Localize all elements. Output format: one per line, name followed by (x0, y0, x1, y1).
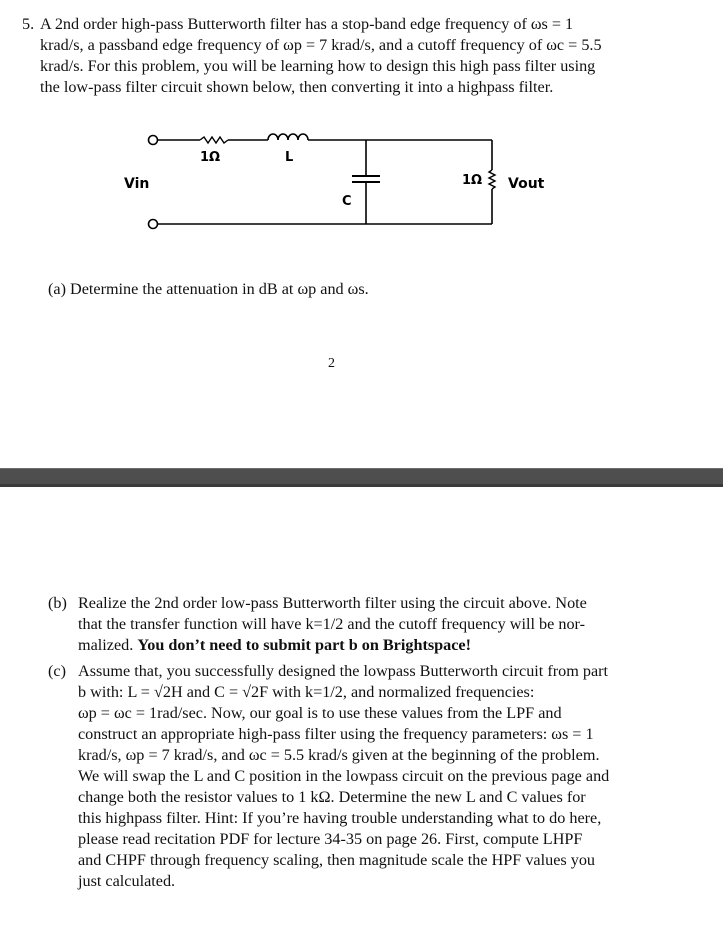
part-c-line-4: construct an appropriate high-pass filter using the frequency parameters: ωs = 1 (78, 725, 594, 743)
part-b-line-2: that the transfer function will have k=1/2 and the cutoff frequency will be nor- (78, 615, 586, 633)
part-c-line-1: Assume that, you successfully designed the lowpass Butterworth circuit from part (78, 662, 609, 680)
part-b-line-1: Realize the 2nd order low-pass Butterworth filter using the circuit above. Note (78, 594, 587, 612)
part-c-line-2: b with: L = √2H and C = √2F with k=1/2, and normalized frequencies: (78, 683, 535, 701)
problem-statement (22, 14, 692, 98)
part-a (48, 280, 369, 299)
input-voltage-label: Vin (124, 176, 150, 192)
part-a-text: Determine the attenuation in dB at ωp and ωs. (70, 280, 369, 298)
part-a-label: (a) (48, 280, 66, 298)
page-number: 2 (328, 356, 335, 371)
part-c-line-8: this highpass filter. Hint: If you’re having trouble understanding what to do here, (78, 809, 602, 827)
part-c-line-11: just calculated. (78, 872, 176, 890)
load-resistor-label: 1Ω (462, 173, 483, 188)
part-c (48, 661, 670, 892)
capacitor-label: C (342, 194, 352, 209)
series-resistor (200, 137, 228, 143)
problem-line-2: krad/s, a passband edge frequency of ωp = 7 krad/s, and a cutoff frequency of ωc = 5.5 (40, 36, 602, 54)
part-c-label: (c) (48, 662, 66, 680)
part-c-line-5: krad/s, ωp = 7 krad/s, and ωc = 5.5 krad/s given at the beginning of the problem. (78, 746, 600, 764)
part-b-label: (b) (48, 594, 67, 612)
problem-number: 5. (22, 15, 35, 33)
part-c-line-9: please read recitation PDF for lecture 34-35 on page 26. First, compute LHPF (78, 830, 583, 848)
part-b (48, 593, 670, 656)
input-terminal-top (149, 136, 158, 145)
problem-line-1: A 2nd order high-pass Butterworth filter has a stop-band edge frequency of ωs = 1 (40, 15, 574, 33)
series-inductor (268, 134, 308, 140)
page-break-divider (0, 468, 723, 487)
part-c-line-10: and CHPF through frequency scaling, then magnitude scale the HPF values you (78, 851, 596, 869)
output-voltage-label: Vout (508, 176, 545, 192)
part-c-line-6: We will swap the L and C position in the lowpass circuit on the previous page and (78, 767, 610, 785)
part-b-bold-note: You don’t need to submit part b on Brightspace! (137, 636, 472, 654)
problem-line-4: the low-pass filter circuit shown below, then converting it into a highpass filter. (40, 78, 554, 96)
resistor-label: 1Ω (200, 150, 221, 165)
load-resistor (489, 170, 495, 189)
problem-line-3: krad/s. For this problem, you will be learning how to design this high pass filter using (40, 57, 596, 75)
part-b-line-3: malized. (78, 636, 134, 654)
part-c-line-3: ωp = ωc = 1rad/sec. Now, our goal is to use these values from the LPF and (78, 704, 562, 722)
inductor-label: L (285, 150, 294, 165)
part-c-line-7: change both the resistor values to 1 kΩ. Determine the new L and C values for (78, 788, 586, 806)
input-terminal-bottom (149, 220, 158, 229)
